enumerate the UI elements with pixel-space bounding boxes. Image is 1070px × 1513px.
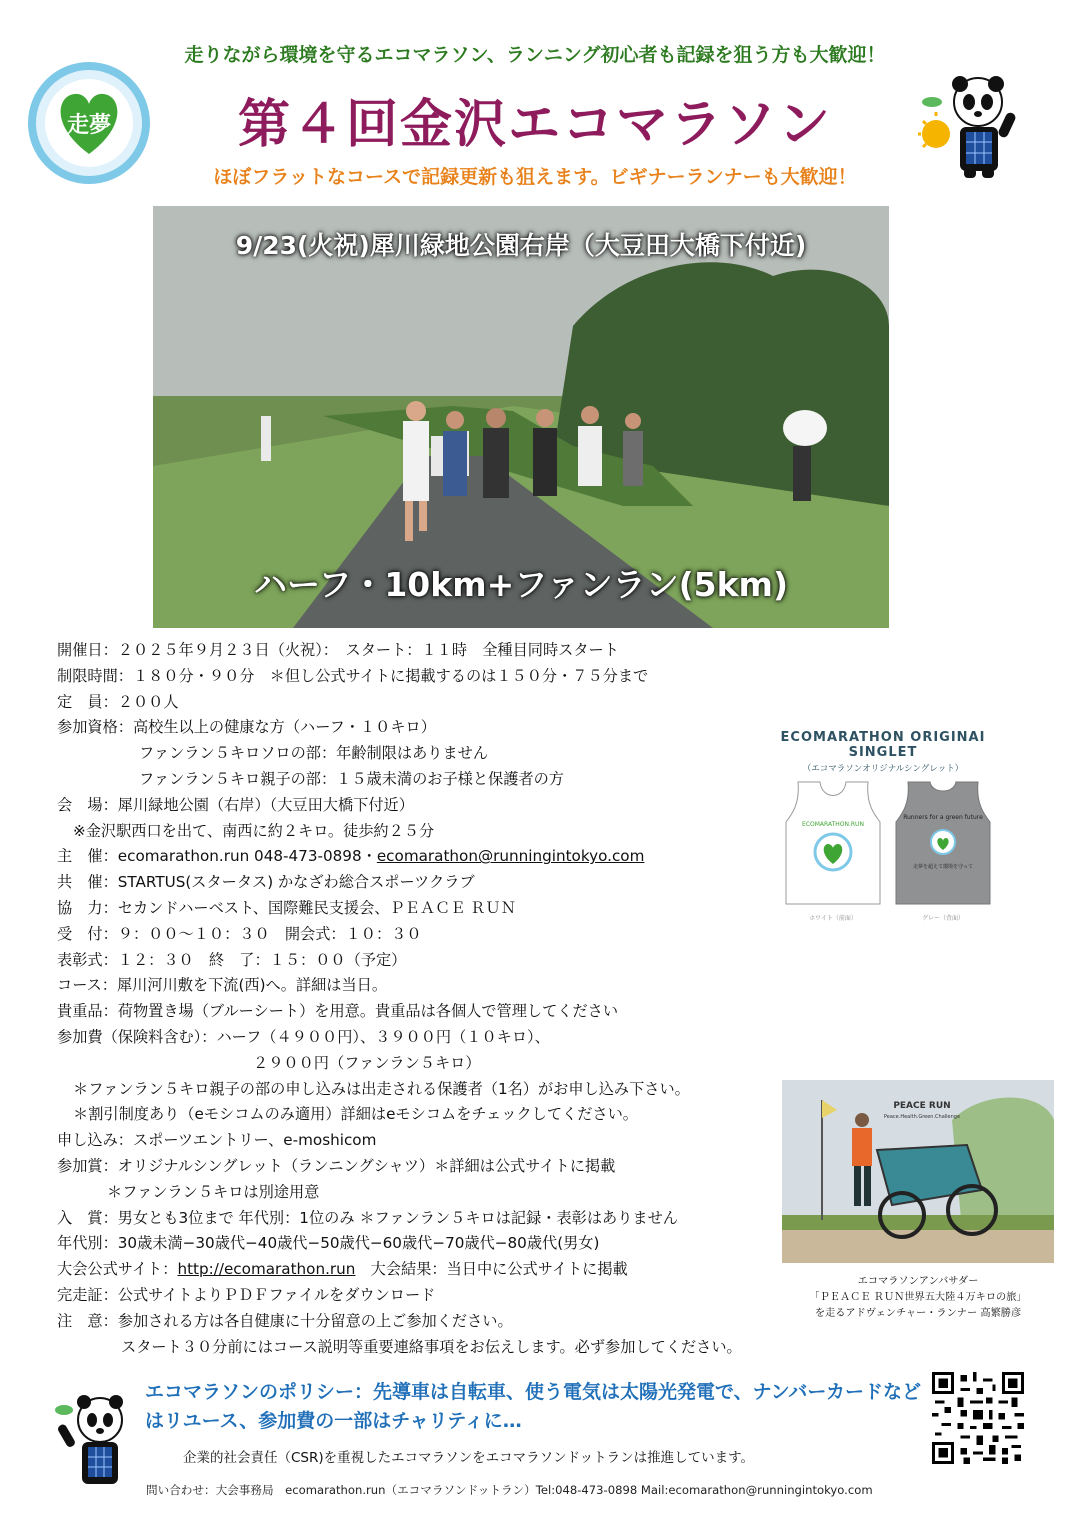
detail-note-discount: ＊割引制度あり（eモシコムのみ適用）詳細はeモシコムをチェックしてください。 [73, 1105, 638, 1124]
detail-site [57, 1257, 797, 1283]
singlet-panel [748, 730, 1018, 920]
logo-text: 走夢 [66, 113, 112, 138]
contact-info: 問い合わせ：大会事務局 ecomarathon.run（エコマラソンドットラン）Tel:048-473-0898 Mail:ecomarathon@runningintokyo.com [146, 1483, 873, 1497]
qr-code-icon[interactable] [932, 1372, 1024, 1464]
singlet-subtitle: （エコマラソンオリジナルシングレット） [802, 764, 964, 774]
detail-entry: 申し込み：スポーツエントリー、e-moshicom [57, 1131, 377, 1150]
detail-valuables: 貴重品：荷物置き場（ブルーシート）を用意。貴重品は各個人で管理してください [57, 1002, 619, 1021]
page-subtitle: ほぼフラットなコースで記録更新も狙えます。ビギナーランナーも大歓迎！ [213, 166, 857, 188]
peace-run-photo [782, 1080, 1054, 1263]
detail-prize: 参加賞：オリジナルシングレット（ランニングシャツ）＊詳細は公式サイトに掲載 [57, 1156, 616, 1175]
peace-run-banner-sub: Peace.Health.Green.Challenge [883, 1114, 961, 1120]
singlet-white-label: ホワイト（前面） [809, 915, 857, 922]
detail-organizer [57, 844, 797, 870]
peace-run-banner: PEACE RUN [893, 1101, 951, 1111]
peace-run-illustration [782, 1080, 1054, 1263]
singlet-front-text: ECOMARATHON.RUN [802, 821, 864, 828]
caption-line-3: を走るアドヴェンチャー・ランナー 高繁勝彦 [814, 1308, 1022, 1319]
detail-caution-note: スタート３０分前にはコース説明等重要連絡事項をお伝えします。必ず参加してください。 [121, 1337, 742, 1356]
detail-fee: 参加費（保険料含む）：ハーフ（４９００円）、３９００円（１０キロ）、 [57, 1027, 550, 1046]
panda-mascot-bottom-icon [52, 1392, 140, 1492]
detail-prize-note: ＊ファンラン５キロは別途用意 [107, 1182, 320, 1201]
organizer-prefix: 主 催：ecomarathon.run 048-473-0898・ [57, 847, 377, 866]
event-date-location: 9/23(火祝)犀川緑地公園右岸（大豆田大橋下付近) [235, 231, 807, 260]
singlet-back-text-bottom: 走夢を超えて環境を守って [912, 864, 974, 870]
detail-eligibility-family: ファンラン５キロ親子の部：１５歳未満のお子様と保護者の方 [139, 769, 564, 788]
detail-course: コース：犀川河川敷を下流(西)へ。詳細は当日。 [57, 976, 388, 995]
singlet-illustration [748, 774, 1018, 924]
detail-eligibility: 参加資格：高校生以上の健康な方（ハーフ・１０キロ） [57, 718, 436, 737]
detail-venue-note: ※金沢駅西口を出て、南西に約２キロ。徒歩約２５分 [73, 821, 435, 840]
csr-statement: 企業的社会責任（CSR)を重視したエコマラソンをエコマラソンドットランは推進しています。 [183, 1450, 755, 1466]
singlet-back-text-top: Runners for a green future [903, 814, 983, 821]
official-site-link[interactable]: http://ecomarathon.run [177, 1260, 356, 1279]
detail-reception: 受 付：９：００〜１０：３０ 開会式：１０：３０ [57, 924, 422, 943]
organizer-email-link[interactable]: ecomarathon@runningintokyo.com [376, 847, 645, 866]
detail-fee-fun: ２９００円（ファンラン５キロ） [253, 1053, 481, 1072]
page-title: 第４回金沢エコマラソン [237, 95, 832, 155]
peace-run-caption [782, 1274, 1054, 1322]
tagline: 走りながら環境を守るエコマラソン、ランニング初心者も記録を狙う方も大歓迎！ [184, 44, 886, 66]
caption-line-2: 「ＰＥＡＣＥ ＲＵＮ世界五大陸４万キロの旅」 [809, 1292, 1027, 1303]
detail-cohost: 共 催：STARTUS(スタータス) かなざわ総合スポーツクラブ [57, 873, 475, 892]
detail-certificate: 完走証：公式サイトよりＰＤＦファイルをダウンロード [57, 1285, 436, 1304]
detail-note-family: ＊ファンラン５キロ親子の部の申し込みは出走される保護者（1名）がお申し込み下さい。 [73, 1079, 690, 1098]
detail-date: 開催日：２０２５年９月２３日（火祝）： スタート：１１時 全種目同時スタート [57, 641, 619, 659]
caption-line-1: エコマラソンアンバサダー [857, 1276, 979, 1287]
site-suffix: 大会結果：当日中に公式サイトに掲載 [355, 1260, 628, 1279]
detail-time-limit: 制限時間：１８０分・９０分 ＊但し公式サイトに掲載するのは１５０分・７５分まで [57, 666, 649, 685]
eco-policy: エコマラソンのポリシー：先導車は自転車、使う電気は太陽光発電で、ナンバーカードなどはリユース、参加費の一部はチャリティに… [145, 1381, 921, 1432]
detail-support: 協 力：セカンドハーベスト、国際難民支援会、ＰＥＡＣＥ ＲＵＮ [57, 898, 516, 917]
event-distances: ハーフ・10km+ファンラン(5km) [253, 565, 789, 604]
detail-capacity: 定 員：２００人 [57, 692, 179, 711]
detail-caution: 注 意：参加される方は各自健康に十分留意の上ご参加ください。 [57, 1311, 513, 1330]
site-prefix: 大会公式サイト： [57, 1260, 178, 1279]
detail-eligibility-solo: ファンラン５キロソロの部：年齢制限はありません [139, 744, 489, 763]
singlet-title: ECOMARATHON ORIGINAI SINGLET [780, 730, 986, 760]
detail-venue: 会 場：犀川緑地公園（右岸）（大豆田大橋下付近） [57, 795, 414, 814]
hero-photo [153, 206, 889, 628]
event-details [57, 638, 797, 1360]
detail-awards: 入 賞：男女とも3位まで 年代別：1位のみ ＊ファンラン５キロは記録・表彰はありません [57, 1208, 678, 1227]
detail-age-groups: 年代別：30歳未満−30歳代−40歳代−50歳代−60歳代−70歳代−80歳代(男女) [57, 1234, 600, 1253]
singlet-gray-label: グレー（背面） [921, 915, 965, 922]
detail-ceremony: 表彰式：１２：３０ 終 了：１５：００（予定） [57, 950, 407, 969]
